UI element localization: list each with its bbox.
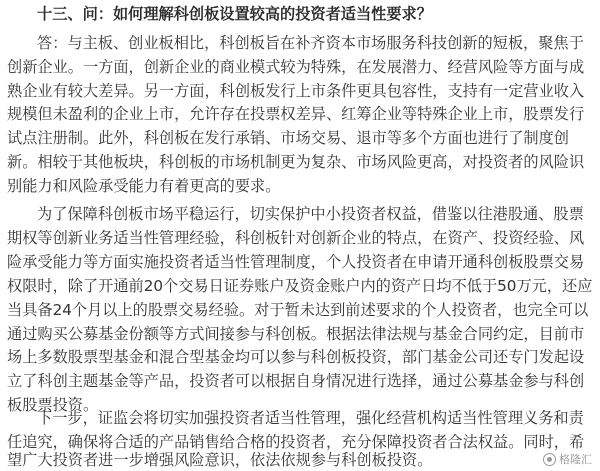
paragraph-line: 任追究，确保将合适的产品销售给合格的投资者，充分保障投资者合法权益。同时，希	[7, 433, 585, 451]
paragraph-line: 权限时，除了开通前20个交易日证券账户及资金账户内的资产日均不低于50万元，还应	[7, 277, 593, 295]
paragraph-line: 答：与主板、创业板相比，科创板旨在补齐资本市场服务科技创新的短板，聚焦于	[37, 34, 584, 52]
paragraph-line: 新。相较于其他板块，科创板的市场机制更为复杂、市场风险更高，对投资者的风险识	[7, 153, 585, 171]
watermark-text: 格隆汇	[559, 453, 592, 466]
logo-icon	[543, 453, 556, 466]
paragraph-line: 创新企业。一方面，创新企业的商业模式较为特殊，在发展潜力、经营风险等方面与成	[7, 58, 585, 76]
paragraph-line: 熟企业有较大差异。另一方面，科创板发行上市条件更具包容性，支持有一定营业收入	[7, 82, 585, 100]
paragraph-line: 险承受能力等方面实施投资者适当性管理制度，个人投资者在申请开通科创板股票交易	[7, 253, 585, 271]
paragraph-line: 下一步，证监会将切实加强投资者适当性管理，强化经营机构适当性管理义务和责	[37, 409, 584, 427]
paragraph-line: 当具备24个月以上的股票交易经验。对于暂未达到前述要求的个人投资者，也完全可以	[7, 301, 589, 319]
paragraph-line: 期权等创新业务适当性管理经验，科创板针对创新企业的特点，在资产、投资经验、风	[7, 229, 585, 247]
paragraph-line: 立了科创主题基金等产品，投资者可以根据自身情况进行选择，通过公募基金参与科创	[7, 372, 585, 390]
paragraph-line: 望广大投资者进一步增强风险意识，依法依规参与科创板投资。	[7, 451, 433, 469]
watermark	[543, 451, 592, 467]
paragraph-line: 场上多数股票型基金和混合型基金均可以参与科创板投资，部门基金公司还专门发起设	[7, 348, 585, 366]
section-heading: 十三、问：如何理解科创板设置较高的投资者适当性要求？	[37, 5, 432, 23]
paragraph-line: 板股票投资。	[7, 396, 99, 414]
paragraph-line: 为了保障科创板市场平稳运行，切实保护中小投资者权益，借鉴以往港股通、股票	[37, 205, 584, 223]
paragraph-line: 试点注册制。此外，科创板在发行承销、市场交易、退市等多个方面也进行了制度创	[7, 129, 569, 147]
paragraph-line: 别能力和风险承受能力有着更高的要求。	[7, 177, 281, 195]
paragraph-line: 通过购买公募基金份额等方式间接参与科创板。根据法律法规与基金合同约定，目前市	[7, 325, 585, 343]
paragraph-line: 规模但未盈利的企业上市，允许存在投票权差异、红筹企业等特殊企业上市，股票发行	[7, 105, 585, 123]
